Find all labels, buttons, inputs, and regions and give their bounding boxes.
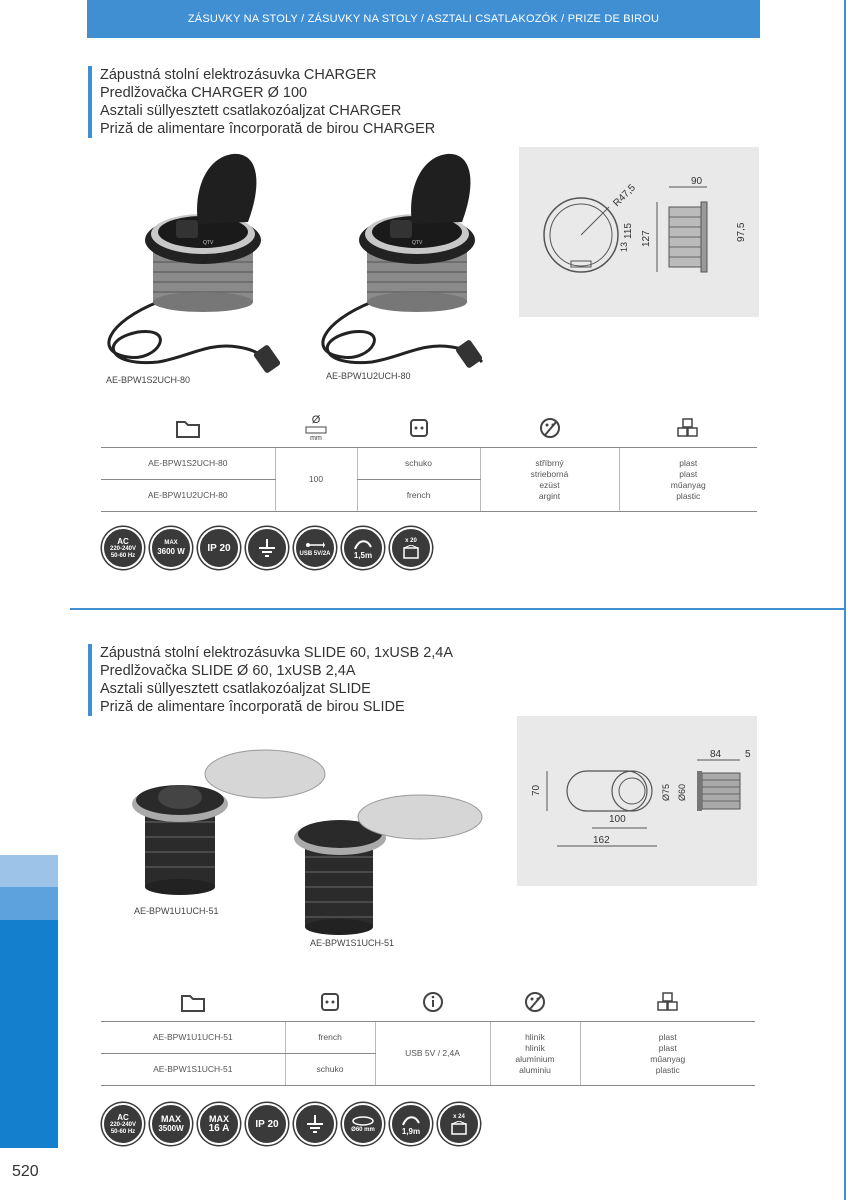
dim-100: 100 — [609, 814, 626, 825]
max-current-badge: MAX 16 A — [198, 1103, 240, 1145]
palette-icon — [490, 984, 580, 1020]
section-divider — [70, 608, 846, 610]
dim-127: 127 — [641, 230, 652, 247]
ac-voltage-badge: AC 220-240V 50-60 Hz — [102, 1103, 144, 1145]
cable-length-badge: 1,9m — [390, 1103, 432, 1145]
dim-162: 162 — [593, 835, 610, 846]
table-cell-code: AE-BPW1U2UCH-80 — [101, 480, 275, 512]
ac-voltage-badge: AC 220-240V 50-60 Hz — [102, 527, 144, 569]
right-edge-line — [844, 0, 846, 1200]
side-tab-light — [0, 855, 58, 887]
socket-icon — [357, 410, 480, 446]
info-icon — [375, 984, 490, 1020]
section1-title-block — [88, 66, 435, 138]
ip-rating-badge: IP 20 — [246, 1103, 288, 1145]
table-cell-code: AE-BPW1S2UCH-80 — [101, 448, 275, 480]
ground-icon — [246, 527, 288, 569]
product-code-caption: AE-BPW1U1UCH-51 — [134, 906, 219, 916]
section2-title-block — [88, 644, 453, 716]
feature-badges-charger — [102, 527, 432, 569]
ip-rating-badge: IP 20 — [198, 527, 240, 569]
max-power-badge: MAX 3500W — [150, 1103, 192, 1145]
technical-drawing-charger — [519, 147, 759, 317]
dim-5: 5 — [745, 749, 751, 760]
product-image-slide-schuko — [290, 782, 490, 942]
hole-size-badge: Ø60 mm — [342, 1103, 384, 1145]
section1-title-sk: Predlžovačka CHARGER Ø 100 — [100, 85, 308, 101]
dim-97-5: 97,5 — [736, 222, 747, 242]
dim-75: Ø75 — [661, 783, 671, 801]
table-cell-materials: plast plast műanyag plastic — [619, 448, 757, 512]
dim-70: 70 — [531, 784, 542, 796]
folder-icon — [101, 410, 275, 446]
table-cell-socket: schuko — [357, 448, 480, 480]
product-image-charger-french — [312, 152, 502, 382]
section2-title-cz: Zápustná stolní elektrozásuvka SLIDE 60, 1xUSB 2,4A — [100, 645, 454, 661]
side-tab-dark — [0, 920, 58, 1148]
table-cell-diameter: 100 — [275, 448, 357, 512]
material-cubes-icon — [580, 984, 755, 1020]
product-image-charger-schuko — [98, 152, 288, 382]
section1-title-ro: Priză de alimentare încorporată de birou CHARGER — [100, 121, 436, 137]
section2-title-hu: Asztali süllyesztett csatlakozóaljzat SLIDE — [100, 681, 371, 697]
svg-text:QTV: QTV — [203, 240, 214, 246]
table-cell-socket: french — [285, 1022, 375, 1054]
dim-90: 90 — [691, 176, 703, 187]
section2-title-sk: Predlžovačka SLIDE Ø 60, 1xUSB 2,4A — [100, 663, 356, 679]
side-tab-medium — [0, 887, 58, 920]
feature-badges-slide — [102, 1103, 480, 1145]
palette-icon — [480, 410, 619, 446]
usb-badge: USB 5V/2A — [294, 527, 336, 569]
table-cell-code: AE-BPW1S1UCH-51 — [101, 1054, 285, 1086]
dim-60: Ø60 — [677, 783, 687, 801]
spec-table-slide — [101, 1021, 755, 1086]
header-breadcrumb: ZÁSUVKY NA STOLY / ZÁSUVKY NA STOLY / ASZTALI CSATLAKOZÓK / PRIZE DE BIROU — [87, 0, 760, 38]
section1-title-hu: Asztali süllyesztett csatlakozóaljzat CHARGER — [100, 103, 402, 119]
spec-table-charger — [101, 447, 757, 512]
product-code-caption: AE-BPW1S2UCH-80 — [106, 375, 191, 385]
table-cell-socket: french — [357, 480, 480, 512]
folder-icon — [101, 984, 285, 1020]
section2-title-ro: Priză de alimentare încorporată de birou SLIDE — [100, 699, 405, 715]
table-cell-socket: schuko — [285, 1054, 375, 1086]
material-cubes-icon — [619, 410, 757, 446]
table1-column-icons — [101, 410, 757, 446]
product-code-caption: AE-BPW1S1UCH-51 — [310, 938, 395, 948]
product-code-caption: AE-BPW1U2UCH-80 — [326, 371, 411, 381]
dim-84: 84 — [710, 749, 722, 760]
dim-115: 115 — [623, 223, 634, 239]
dim-radius: R47,5 — [611, 182, 638, 210]
dim-13: 13 — [619, 241, 629, 252]
svg-text:QTV: QTV — [412, 240, 423, 246]
table2-column-icons — [101, 984, 755, 1020]
table-cell-usb: USB 5V / 2,4A — [375, 1022, 490, 1086]
table-cell-colors: stříbrný strieborná ezüst argint — [480, 448, 619, 512]
table-cell-colors: hliník hliník alumínium aluminiu — [490, 1022, 580, 1086]
table-cell-materials: plast plast műanyag plastic — [580, 1022, 755, 1086]
cable-length-badge: 1,5m — [342, 527, 384, 569]
package-count-badge: x 20 — [390, 527, 432, 569]
diameter-icon: Ø mm — [275, 410, 357, 446]
page-number: 520 — [12, 1163, 39, 1180]
table-cell-code: AE-BPW1U1UCH-51 — [101, 1022, 285, 1054]
section1-title-cz: Zápustná stolní elektrozásuvka CHARGER — [100, 67, 377, 83]
technical-drawing-slide — [517, 716, 757, 886]
socket-icon — [285, 984, 375, 1020]
package-count-badge: x 24 — [438, 1103, 480, 1145]
max-power-badge: MAX 3600 W — [150, 527, 192, 569]
ground-icon — [294, 1103, 336, 1145]
